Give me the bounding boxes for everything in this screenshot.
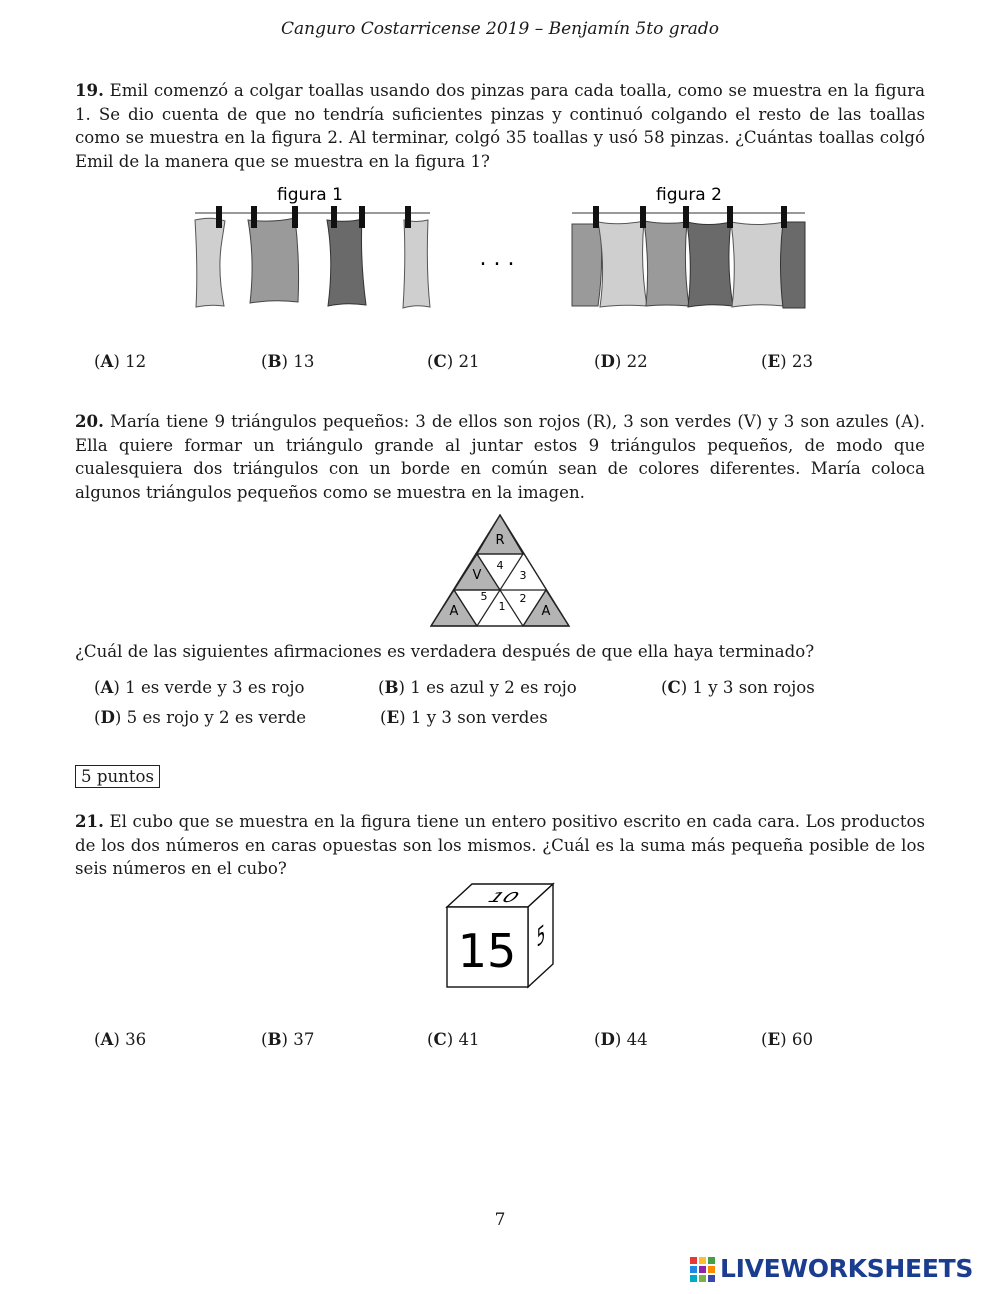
label-4: 4 — [496, 559, 504, 572]
option-d[interactable]: (D) 44 — [594, 1029, 648, 1049]
option-a[interactable]: (A) 1 es verde y 3 es rojo — [94, 677, 305, 697]
towel — [687, 222, 733, 307]
option-value: 1 y 3 son verdes — [410, 708, 548, 727]
towel — [731, 222, 785, 307]
clothespin — [593, 206, 599, 228]
towel — [403, 220, 430, 308]
clothespin — [331, 206, 337, 228]
option-letter: E — [386, 707, 400, 727]
clothespin — [781, 206, 787, 228]
option-letter: D — [100, 707, 115, 727]
option-letter: E — [767, 351, 781, 371]
option-c[interactable]: (C) 1 y 3 son rojos — [661, 677, 815, 697]
option-letter: A — [100, 351, 114, 371]
question-text: María tiene 9 triángulos pequeños: 3 de ellos son rojos (R), 3 son verdes (V) y 3 son azules (A). Ella quiere formar un triángulo grande al juntar estos 9 triángulos pequeños, de modo que cualesquiera dos triángulos con un borde en común sean de colores diferentes. María coloca algunos triángulos pequeños como se muestra en la imagen. — [75, 412, 925, 503]
clothespin — [216, 206, 222, 228]
option-letter: E — [767, 1029, 781, 1049]
label-3: 3 — [519, 569, 527, 582]
option-a[interactable]: (A) 36 — [94, 1029, 147, 1049]
clothespin — [683, 206, 689, 228]
clothespin — [727, 206, 733, 228]
option-value: 37 — [293, 1030, 315, 1049]
option-value: 36 — [125, 1030, 147, 1049]
label-a-right: A — [541, 604, 551, 619]
cube-front-number: 15 — [457, 924, 517, 978]
option-b[interactable]: (B) 13 — [261, 351, 315, 371]
option-e[interactable]: (E) 23 — [761, 351, 814, 371]
clothespin — [251, 206, 257, 228]
option-letter: B — [267, 1029, 282, 1049]
ellipsis: . . . — [479, 246, 515, 271]
option-letter: B — [384, 677, 399, 697]
figure-2-label: figura 2 — [656, 185, 722, 205]
logo-icon — [690, 1257, 716, 1283]
option-value: 1 es verde y 3 es rojo — [125, 678, 305, 697]
towel — [248, 218, 299, 303]
clothespin — [292, 206, 298, 228]
option-value: 44 — [626, 1030, 648, 1049]
option-value: 5 es rojo y 2 es verde — [126, 708, 307, 727]
option-d[interactable]: (D) 22 — [594, 351, 648, 371]
question-number: 20. — [75, 411, 104, 431]
towel — [327, 219, 366, 306]
option-value: 13 — [293, 352, 315, 371]
option-letter: D — [600, 1029, 615, 1049]
clothespin — [405, 206, 411, 228]
label-a-left: A — [449, 604, 459, 619]
option-e[interactable]: (E) 60 — [761, 1029, 814, 1049]
towel — [195, 218, 225, 307]
option-value: 12 — [125, 352, 147, 371]
figure-1-label: figura 1 — [277, 185, 343, 205]
option-letter: C — [667, 677, 681, 697]
option-letter: D — [600, 351, 615, 371]
label-r: R — [495, 533, 505, 548]
option-value: 41 — [458, 1030, 480, 1049]
label-5: 5 — [480, 590, 488, 603]
question-21 — [75, 810, 925, 881]
option-letter: C — [433, 351, 447, 371]
cube-right-number: 5 — [536, 918, 546, 954]
cube-figure — [445, 882, 557, 990]
points-box: 5 puntos — [75, 765, 160, 788]
option-letter: A — [100, 1029, 114, 1049]
option-c[interactable]: (C) 41 — [427, 1029, 480, 1049]
option-value: 21 — [458, 352, 480, 371]
label-v: V — [472, 568, 482, 583]
question-19 — [75, 79, 925, 174]
triangle-figure — [430, 510, 575, 628]
question-20-prompt: ¿Cuál de las siguientes afirmaciones es verdadera después de que ella haya terminado? — [75, 642, 815, 661]
option-b[interactable]: (B) 37 — [261, 1029, 315, 1049]
logo-text: LIVEWORKSHEETS — [720, 1254, 974, 1283]
question-text: El cubo que se muestra en la figura tiene un entero positivo escrito en cada cara. Los productos de los dos números en caras opuestas son los mismos. ¿Cuál es la suma más pequeña posible de los seis números en el cubo? — [75, 812, 925, 879]
option-e[interactable]: (E) 1 y 3 son verdes — [380, 707, 548, 727]
option-value: 60 — [791, 1030, 814, 1049]
option-value: 23 — [791, 352, 814, 371]
label-1: 1 — [498, 600, 506, 613]
page-header: Canguro Costarricense 2019 – Benjamín 5to grado — [281, 19, 719, 39]
option-value: 22 — [626, 352, 648, 371]
question-20 — [75, 410, 925, 505]
option-letter: A — [100, 677, 114, 697]
towel — [781, 222, 806, 308]
cube-top-number: 10 — [484, 889, 523, 906]
label-2: 2 — [519, 592, 527, 605]
question-text: Emil comenzó a colgar toallas usando dos pinzas para cada toalla, como se muestra en la figura 1. Se dio cuenta de que no tendría suficientes pinzas y continuó colgando el resto de las toallas como se muestra en la figura 2. Al terminar, colgó 35 toallas y usó 58 pinzas. ¿Cuántas toallas colgó Emil de la manera que se muestra en la figura 1? — [75, 81, 925, 172]
option-value: 1 y 3 son rojos — [692, 678, 815, 697]
option-d[interactable]: (D) 5 es rojo y 2 es verde — [94, 707, 307, 727]
towels-figure — [180, 180, 820, 315]
option-value: 1 es azul y 2 es rojo — [410, 678, 577, 697]
option-b[interactable]: (B) 1 es azul y 2 es rojo — [378, 677, 577, 697]
page-number: 7 — [494, 1210, 506, 1230]
question-number: 19. — [75, 80, 104, 100]
towel — [598, 221, 647, 307]
option-c[interactable]: (C) 21 — [427, 351, 480, 371]
clothespin — [640, 206, 646, 228]
question-number: 21. — [75, 811, 104, 831]
clothespin — [359, 206, 365, 228]
liveworksheets-logo[interactable] — [690, 1254, 990, 1286]
option-letter: B — [267, 351, 282, 371]
option-letter: C — [433, 1029, 447, 1049]
towel — [644, 221, 689, 306]
towel — [572, 224, 602, 306]
option-a[interactable]: (A) 12 — [94, 351, 147, 371]
